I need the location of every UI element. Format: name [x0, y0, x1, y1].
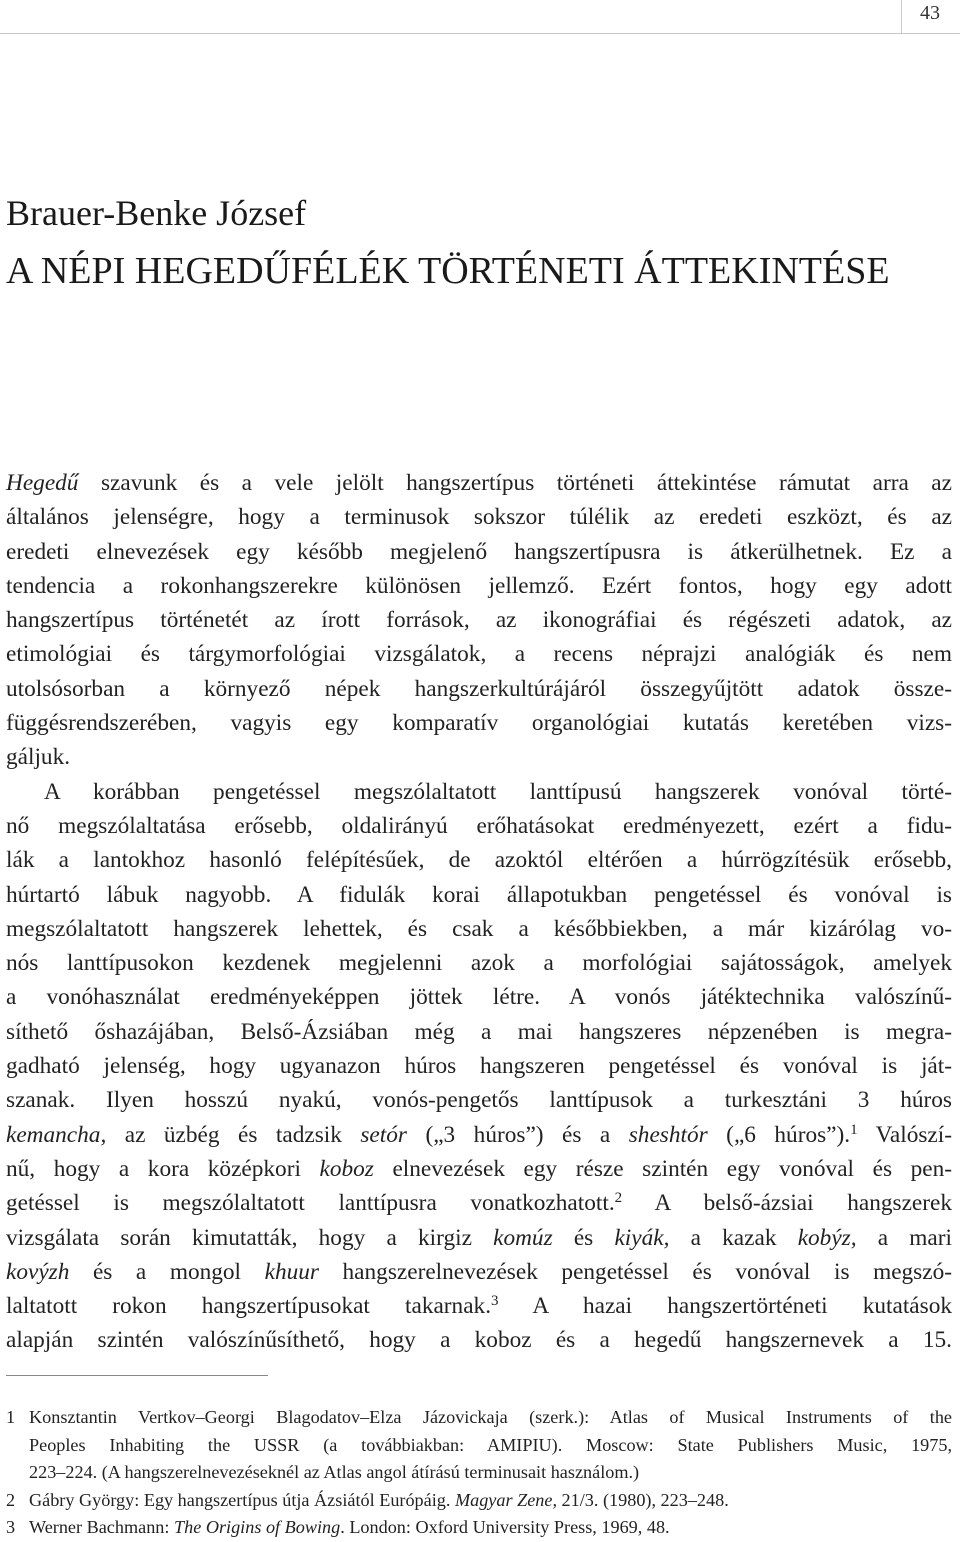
header-rule	[0, 33, 960, 34]
paragraph-2	[6, 775, 952, 1358]
italic-term: Hegedű	[6, 470, 79, 496]
italic-term: kovýzh	[6, 1258, 70, 1285]
text-line: utolsósorban a környező népek hangszerkultúrájáról összegyűjtött adatok össze-	[6, 675, 952, 702]
footnote-2: 2 Gábry György: Egy hangszertípus útja Ázsiától Európáig. Magyar Zene, 21/3. (1980), 223–248.	[6, 1487, 952, 1515]
italic-term: kiyák,	[614, 1224, 670, 1251]
text-line: általános jelenségre, hogy a terminusok sokszor túlélik az eredeti eszközt, és az	[6, 504, 952, 531]
text-line: húrtartó lábuk nagyobb. A fidulák korai állapotukban pengetéssel és vonóval is	[6, 881, 952, 908]
footnote-number: 2	[6, 1489, 16, 1510]
footnote-1: 1 Konsztantin Vertkov–Georgi Blagodatov–Elza Jázovickaja (szerk.): Atlas of Musical Instruments of the	[6, 1404, 952, 1432]
text-line: megszólaltatott hangszerek lehettek, és csak a későbbiekben, a már kizárólag vo-	[6, 915, 952, 942]
italic-term: Magyar Zene,	[454, 1489, 557, 1510]
italic-term: The Origins of Bowing	[173, 1517, 341, 1537]
text-line: gadható jelenség, hogy ugyanazon húros hangszeren pengetéssel és vonóval is ját-	[6, 1053, 952, 1080]
footnote-1-continued: 223–224. (A hangszerelnevezéseknél az Atlas angol átírású terminusait használom.)	[29, 1462, 640, 1482]
text-line: etimológiai és tárgymorfológiai vizsgálatok, a recens néprajzi analógiák és nem	[6, 641, 952, 668]
text-line: lák a lantokhoz hasonló felépítésűek, de azoktól eltérően a húrrögzítésük erősebb,	[6, 847, 952, 874]
italic-term: sheshtór	[628, 1121, 708, 1148]
footnote-number: 3	[6, 1517, 16, 1537]
header-tick	[901, 0, 902, 33]
page-number: 43	[920, 2, 940, 24]
text-line: A korábban pengetéssel megszólaltatott lanttípusú hangszerek vonóval törté-	[44, 778, 952, 805]
text-line: kovýzh és a mongol khuur hangszerelnevezések pengetéssel és vonóval is megszó-	[6, 1258, 952, 1285]
text-line: vizsgálata során kimutatták, hogy a kirgiz komúz és kiyák, a kazak kobýz, a mari	[6, 1224, 952, 1251]
italic-term: kemancha,	[6, 1121, 107, 1148]
text-line: getéssel is megszólaltatott lanttípusra vonatkozhatott.$^2$ A belső-ázsiai hangszerek	[6, 1190, 952, 1217]
text-line: alapján szintén valószínűsíthető, hogy a koboz és a hegedű hangszernevek a 15.	[6, 1327, 952, 1354]
footnote-3: 3 Werner Bachmann: The Origins of Bowing. London: Oxford University Press, 1969, 48.	[6, 1514, 952, 1542]
italic-term: komúz	[493, 1224, 553, 1251]
text-line: nű, hogy a kora középkori koboz elnevezések egy része szintén egy vonóval és pen-	[6, 1155, 952, 1182]
text-line: tendencia a rokonhangszerekre különösen jellemző. Ezért fontos, hogy egy adott	[6, 572, 952, 599]
text-line: szanak. Ilyen hosszú nyakú, vonós-pengetős lanttípusok a turkesztáni 3 húros	[6, 1087, 952, 1114]
italic-term: khuur	[264, 1258, 319, 1285]
text-line: hangszertípus történetét az írott források, az ikonográfiai és régészeti adatok, az	[6, 607, 952, 634]
footnote-ref: 1	[850, 1121, 858, 1138]
footnote-1-continued: Peoples Inhabiting the USSR (a továbbiakban: AMIPIU). Moscow: State Publishers Music, 1975,	[29, 1434, 952, 1455]
text-line: síthető őshazájában, Belső-Ázsiában még a mai hangszeres népzenében is megra-	[6, 1018, 952, 1045]
footnote-number: 1	[6, 1407, 16, 1427]
text-line: Hegedű szavunk és a vele jelölt hangszertípus történeti áttekintése rámutat arra az	[6, 470, 952, 496]
footnote-ref: 3	[491, 1293, 499, 1310]
italic-term: koboz	[319, 1155, 374, 1182]
text-line: a vonóhasználat eredményeképpen jöttek létre. A vonós játéktechnika valószínű-	[6, 984, 952, 1011]
paragraph-1	[6, 466, 952, 775]
footnotes	[6, 1404, 952, 1542]
text-line: laltatott rokon hangszertípusokat takarnak.$^3$ A hazai hangszertörténeti kutatások	[6, 1293, 952, 1320]
text-line: eredeti elnevezések egy később megjelenő hangszertípusra is átkerülhetnek. Ez a	[6, 538, 952, 565]
text-line: kemancha, az üzbég és tadzsik setór („3 húros”) és a sheshtór („6 húros”).$^1$ Valószí-	[6, 1121, 953, 1148]
article-body	[6, 466, 952, 1358]
text-line: nós lanttípusokon kezdenek megjelenni azok a morfológiai sajátosságok, amelyek	[6, 950, 952, 977]
text-line: függésrendszerében, vagyis egy komparatív organológiai kutatás keretében vizs-	[6, 710, 952, 737]
footnote-separator	[6, 1375, 268, 1376]
italic-term: setór	[360, 1121, 407, 1148]
article-author: Brauer-Benke József	[6, 193, 307, 233]
footnote-ref: 2	[614, 1190, 623, 1207]
text-line: nő megszólaltatása erősebb, oldalirányú erőhatásokat eredményezett, ezért a fidu-	[6, 812, 952, 839]
italic-term: kobýz,	[797, 1224, 857, 1251]
text-line: gáljuk.	[6, 744, 71, 771]
article-title: A NÉPI HEGEDŰFÉLÉK TÖRTÉNETI ÁTTEKINTÉSE	[6, 250, 890, 292]
